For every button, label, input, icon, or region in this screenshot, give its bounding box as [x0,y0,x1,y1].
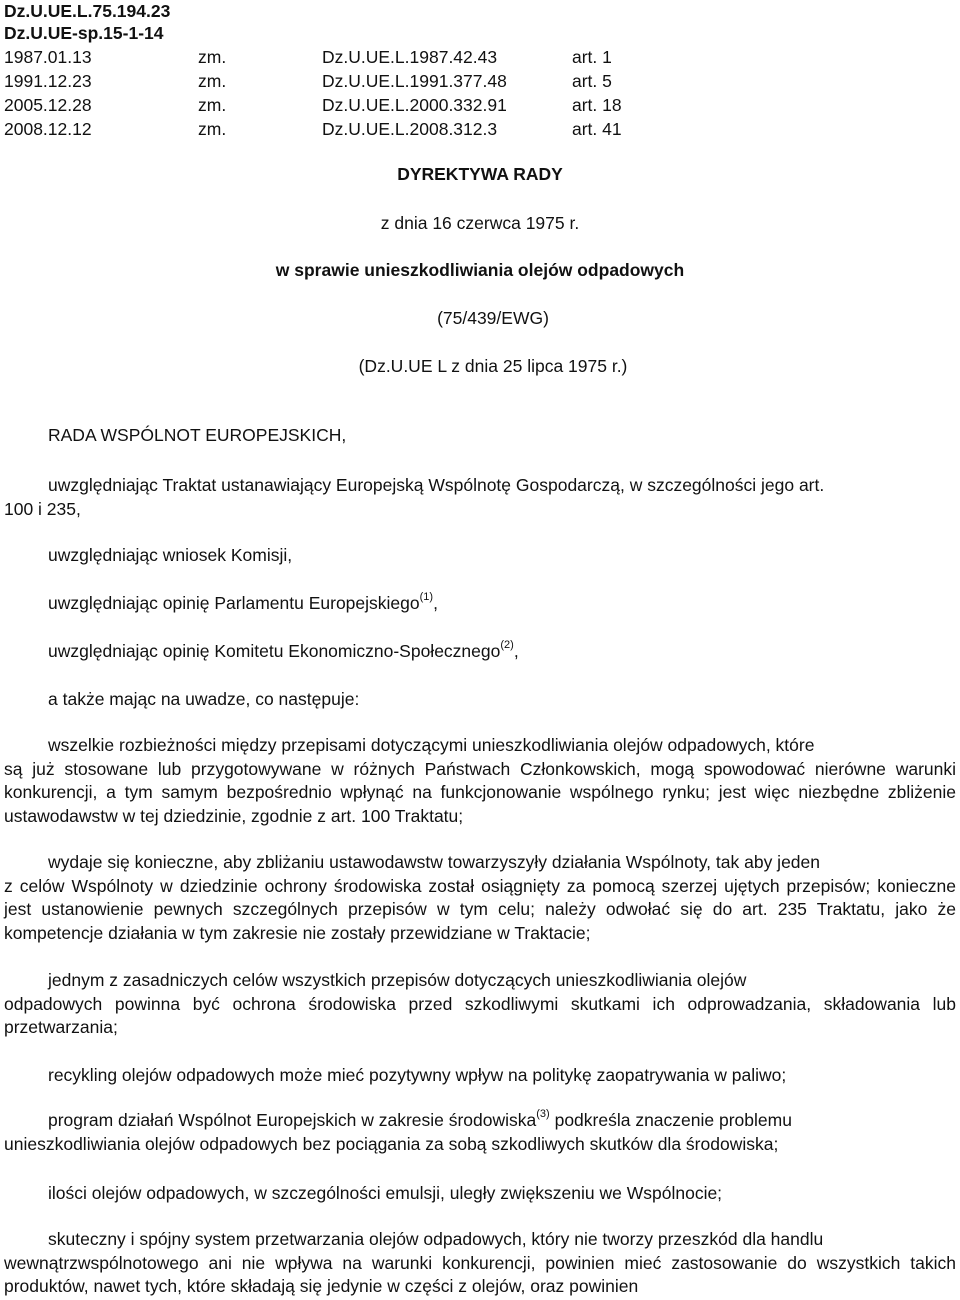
amendment-article: art. 5 [572,71,612,91]
footnote-ref-1[interactable]: (1) [419,591,434,604]
reference-special-edition: Dz.U.UE-sp.15-1-14 [4,23,164,43]
amendment-source: Dz.U.UE.L.2000.332.91 [322,95,507,115]
footnote-ref-3[interactable]: (3) [536,1108,550,1121]
document-number: (75/439/EWG) [437,308,549,328]
amendment-type: zm. [198,119,227,139]
publication-reference: (Dz.U.UE L z dnia 25 lipca 1975 r.) [358,356,628,376]
recital-3 [4,969,956,1040]
recital-7-continuation: wewnątrzwspólnotowego ani nie wpływa na warunki konkurencji, powinien mieć zastosowanie do wszystkich takich produktów, nawet tych, które składają się jedynie w części z olejów, oraz powinien [4,1252,956,1296]
document-type-heading: DYREKTYWA RADY [397,164,563,184]
trailing-comma: , [513,641,519,661]
recital-5 [4,1109,956,1156]
amendment-type: zm. [198,71,227,91]
citation-parliament [4,591,960,615]
recital-3-first-line: jednym z zasadniczych celów wszystkich przepisów dotyczących unieszkodliwiania olejów [48,970,747,990]
amendment-date: 2005.12.28 [4,95,92,115]
citation-parliament-text: uwzględniając opinię Parlamentu Europejskiego [48,593,420,613]
recital-5-continuation: unieszkodliwiania olejów odpadowych bez pociągania za sobą szkodliwych skutków dla środowiska; [4,1133,779,1154]
amendment-date: 1987.01.13 [4,47,92,67]
amendment-source: Dz.U.UE.L.2008.312.3 [322,119,498,139]
amendment-type: zm. [198,47,227,67]
recital-2 [4,851,956,945]
amendment-source: Dz.U.UE.L.1991.377.48 [322,71,507,91]
citation-treaty-line1: uwzględniając Traktat ustanawiający Europejską Wspólnotę Gospodarczą, w szczególności jego art. [48,475,825,495]
recital-5-text-a: program działań Wspólnot Europejskich w zakresie środowiska [48,1110,537,1130]
recital-2-first-line: wydaje się konieczne, aby zbliżaniu ustawodawstw towarzyszyły działania Wspólnoty, tak aby jeden [48,852,820,872]
recital-2-continuation: z celów Wspólnoty w dziedzinie ochrony środowiska został osiągnięty za pomocą szerzej ujętych przepisów; konieczne jest ustanowienie pewnych szczególnych przepisów w tym celu; należy odwołać się do art. 235 Traktatu, jako że kompetencje działania w tym zakresie nie zostały przewidziane w Traktacie; [4,875,956,943]
council-line: RADA WSPÓLNOT EUROPEJSKICH, [48,425,347,445]
whereas-intro: a także mając na uwadze, co następuje: [48,689,360,709]
citation-committee-text: uwzględniając opinię Komitetu Ekonomiczno-Społecznego [48,641,501,661]
amendment-source: Dz.U.UE.L.1987.42.43 [322,47,498,67]
recital-7-first-line: skuteczny i spójny system przetwarzania olejów odpadowych, który nie tworzy przeszkód dla handlu [48,1229,824,1249]
amendment-row [4,117,944,141]
amendment-row [4,69,944,93]
recital-5-text-b: podkreśla znaczenie problemu [549,1110,792,1130]
recital-1-first-line: wszelkie rozbieżności między przepisami dotyczącymi unieszkodliwiania olejów odpadowych, które [48,735,815,755]
citation-treaty-line2: 100 i 235, [4,499,81,519]
recital-1 [4,734,956,828]
amendment-date: 2008.12.12 [4,119,92,139]
amendment-article: art. 18 [572,95,622,115]
amendment-type: zm. [198,95,227,115]
amendment-article: art. 1 [572,47,612,67]
document-date: z dnia 16 czerwca 1975 r. [380,213,580,233]
recital-6: ilości olejów odpadowych, w szczególności emulsji, uległy zwiększeniu we Wspólnocie; [48,1183,723,1203]
document-subject: w sprawie unieszkodliwiania olejów odpadowych [275,260,685,280]
trailing-comma: , [433,593,438,613]
amendment-row [4,45,944,69]
citation-commission: uwzględniając wniosek Komisji, [48,545,293,565]
amendment-date: 1991.12.23 [4,71,92,91]
recital-7 [4,1228,956,1299]
recital-4: recykling olejów odpadowych może mieć pozytywny wpływ na politykę zaopatrywania w paliwo; [48,1065,787,1085]
reference-primary: Dz.U.UE.L.75.194.23 [4,1,171,21]
recital-1-continuation: są już stosowane lub przygotowywane w różnych Państwach Członkowskich, mogą spowodować nierówne warunki konkurencji, a tym samym bezpośrednio wpłynąć na funkcjonowanie wspólnego rynku; jest więc niezbędne zbliżenie ustawodawstw w tej dziedzinie, zgodnie z art. 100 Traktatu; [4,758,956,826]
amendment-row [4,93,944,117]
recital-5-first-line [4,1109,956,1133]
recital-3-continuation: odpadowych powinna być ochrona środowiska przed szkodliwymi skutkami ich odprowadzania, składowania lub przetwarzania; [4,993,956,1037]
footnote-ref-2[interactable]: (2) [500,639,514,652]
citation-committee [4,639,960,663]
amendment-article: art. 41 [572,119,622,139]
